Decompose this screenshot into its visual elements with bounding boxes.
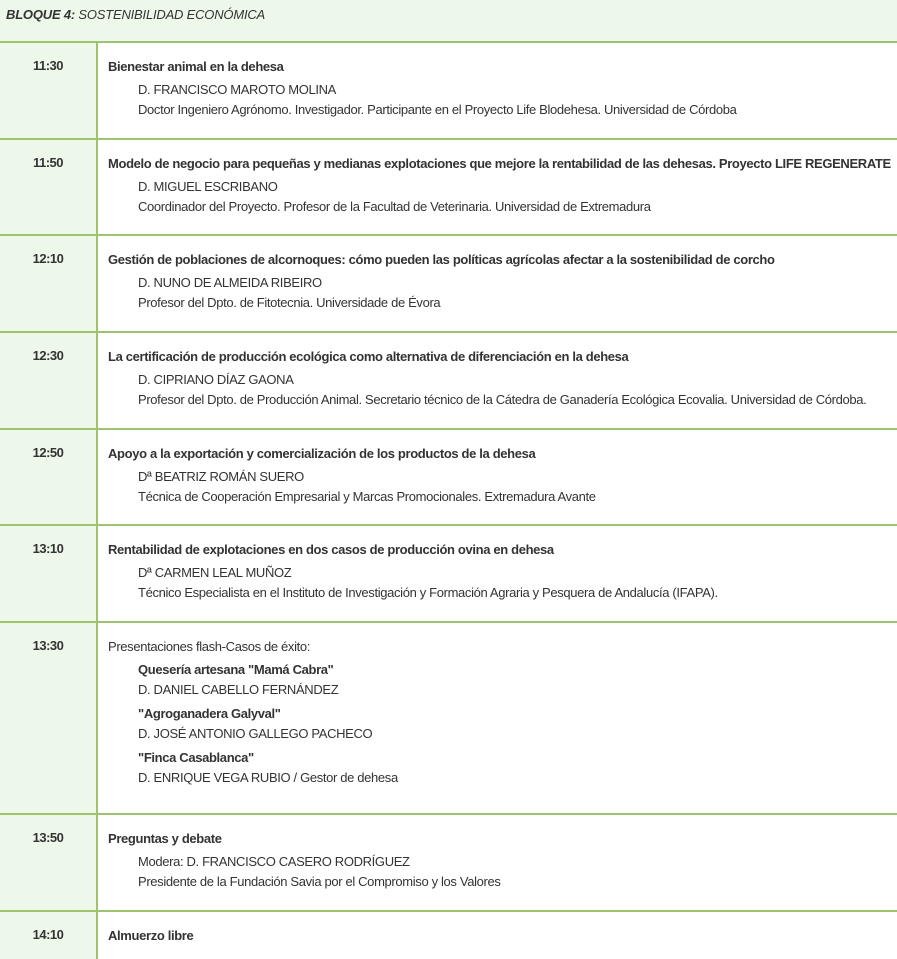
session-row <box>0 43 897 140</box>
session-time: 12:30 <box>0 333 98 428</box>
session-title: Preguntas y debate <box>108 831 222 846</box>
session-content <box>98 526 897 621</box>
session-content <box>98 236 897 331</box>
session-row <box>0 815 897 912</box>
speaker-role: Técnica de Cooperación Empresarial y Marcas Promocionales. Extremadura Avante <box>138 489 596 504</box>
session-time: 14:10 <box>0 912 98 959</box>
session-title: Presentaciones flash-Casos de éxito: <box>108 639 311 654</box>
session-content <box>98 140 897 234</box>
session-title: Gestión de poblaciones de alcornoques: cómo pueden las políticas agrícolas afectar a la sostenibilidad de corcho <box>108 252 775 267</box>
session-title: Apoyo a la exportación y comercialización de los productos de la dehesa <box>108 446 536 461</box>
session-time: 13:30 <box>0 623 98 813</box>
session-time: 11:50 <box>0 140 98 234</box>
speaker-role: Doctor Ingeniero Agrónomo. Investigador. Participante en el Proyecto Life Blodehesa. Universidad de Córdoba <box>138 102 737 117</box>
session-title: Bienestar animal en la dehesa <box>108 59 284 74</box>
speaker-role: Coordinador del Proyecto. Profesor de la Facultad de Veterinaria. Universidad de Extremadura <box>138 199 651 214</box>
session-content <box>98 815 897 910</box>
speaker-name: Dª CARMEN LEAL MUÑOZ <box>138 565 292 580</box>
case-title: "Finca Casablanca" <box>138 750 254 765</box>
session-title: La certificación de producción ecológica como alternativa de diferenciación en la dehesa <box>108 349 629 364</box>
session-row <box>0 430 897 526</box>
session-row <box>0 236 897 333</box>
session-content <box>98 333 897 428</box>
case-title: Quesería artesana "Mamá Cabra" <box>138 662 334 677</box>
speaker-name: Dª BEATRIZ ROMÁN SUERO <box>138 469 304 484</box>
session-title: Modelo de negocio para pequeñas y medianas explotaciones que mejore la rentabilidad de las dehesas. Proyecto LIFE REGENERATE <box>108 156 891 171</box>
session-title: Almuerzo libre <box>108 928 194 943</box>
session-time: 12:50 <box>0 430 98 524</box>
speaker-name: D. FRANCISCO MAROTO MOLINA <box>138 82 336 97</box>
block-header <box>0 0 897 43</box>
session-time: 11:30 <box>0 43 98 138</box>
session-content <box>98 623 897 813</box>
speaker-role: Profesor del Dpto. de Producción Animal. Secretario técnico de la Cátedra de Ganadería Ecológica Ecovalia. Universidad de Córdoba. <box>138 392 867 407</box>
session-content <box>98 43 897 138</box>
session-time: 13:10 <box>0 526 98 621</box>
moderator-name: Modera: D. FRANCISCO CASERO RODRÍGUEZ <box>138 854 410 869</box>
session-content <box>98 430 897 524</box>
session-title: Rentabilidad de explotaciones en dos casos de producción ovina en dehesa <box>108 542 554 557</box>
session-time: 13:50 <box>0 815 98 910</box>
session-row <box>0 333 897 430</box>
speaker-role: Técnico Especialista en el Instituto de Investigación y Formación Agraria y Pesquera de Andalucía (IFAPA). <box>138 585 718 600</box>
session-row <box>0 912 897 959</box>
block-title: SOSTENIBILIDAD ECONÓMICA <box>74 7 266 22</box>
speaker-name: D. MIGUEL ESCRIBANO <box>138 179 278 194</box>
flash-session-row <box>0 623 897 815</box>
session-row <box>0 526 897 623</box>
speaker-role: Profesor del Dpto. de Fitotecnia. Universidade de Évora <box>138 295 441 310</box>
session-row <box>0 140 897 236</box>
speaker-name: D. DANIEL CABELLO FERNÁNDEZ <box>138 682 339 697</box>
moderator-role: Presidente de la Fundación Savia por el Compromiso y los Valores <box>138 874 501 889</box>
session-content <box>98 912 897 959</box>
session-time: 12:10 <box>0 236 98 331</box>
block-label: BLOQUE 4: <box>6 7 75 22</box>
speaker-name: D. CIPRIANO DÍAZ GAONA <box>138 372 294 387</box>
speaker-name: D. JOSÉ ANTONIO GALLEGO PACHECO <box>138 726 373 741</box>
speaker-name: D. NUNO DE ALMEIDA RIBEIRO <box>138 275 322 290</box>
case-title: "Agroganadera Galyval" <box>138 706 281 721</box>
speaker-name: D. ENRIQUE VEGA RUBIO / Gestor de dehesa <box>138 770 398 785</box>
